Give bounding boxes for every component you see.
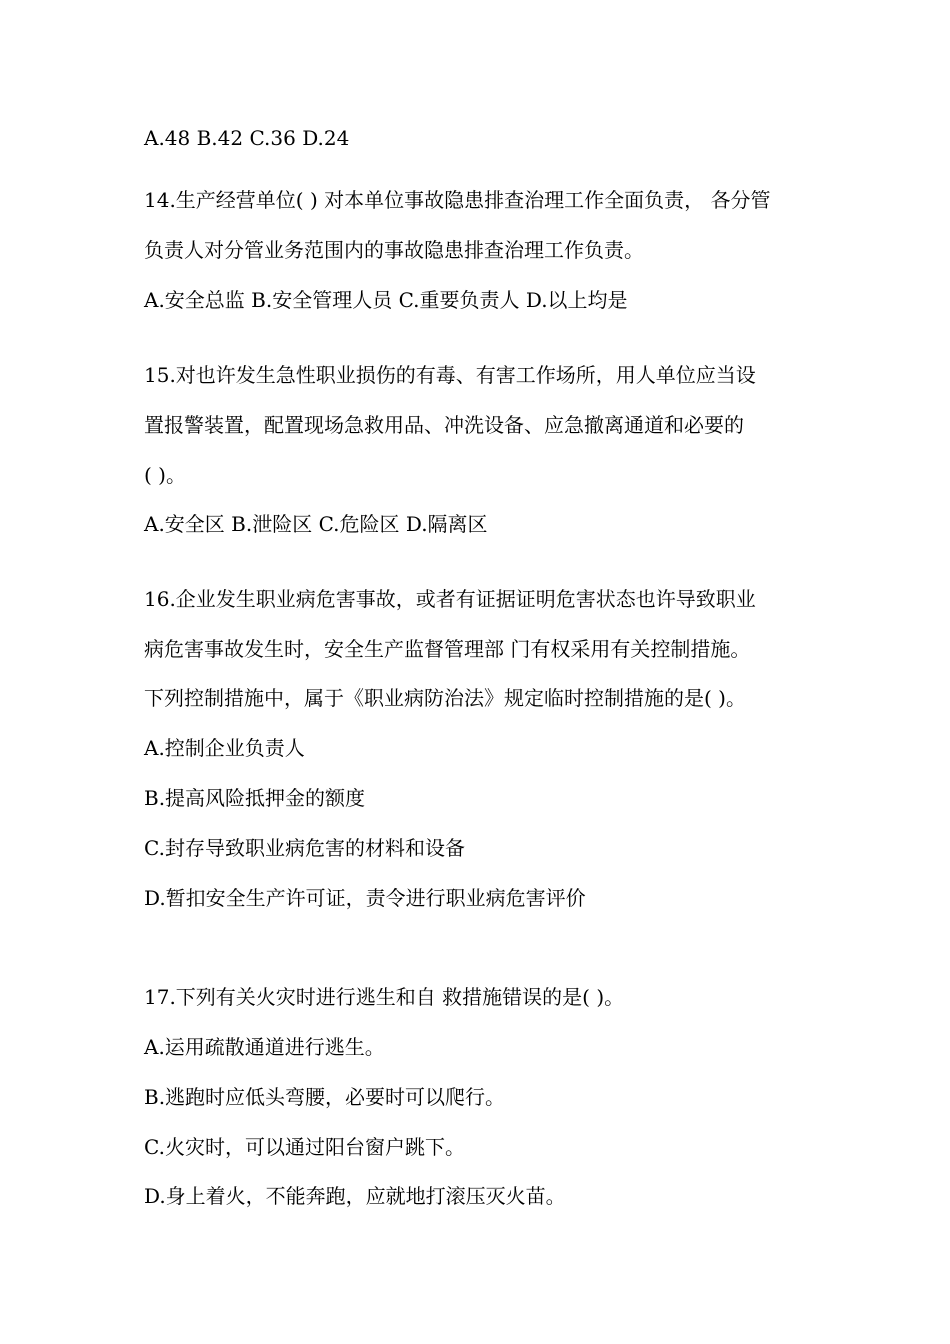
q14-options: A.安全总监 B.安全管理人员 C.重要负责人 D.以上均是 <box>144 288 628 312</box>
q17-stem-line-1: 17.下列有关火灾时进行逃生和自 救措施错误的是( )。 <box>144 985 625 1009</box>
q16-stem-line-2: 病危害事故发生时，安全生产监督管理部 门有权采用有关控制措施。 <box>144 637 751 661</box>
q15-stem-line-3: ( )。 <box>144 463 186 487</box>
q15-stem-line-2: 置报警装置，配置现场急救用品、冲洗设备、应急撤离通道和必要的 <box>144 413 744 437</box>
q17-option-b: B.逃跑时应低头弯腰，必要时可以爬行。 <box>144 1085 506 1109</box>
q14-stem-line-1: 14.生产经营单位( ) 对本单位事故隐患排查治理工作全面负责， 各分管 <box>144 188 771 212</box>
q15-options: A.安全区 B.泄险区 C.危险区 D.隔离区 <box>144 512 488 536</box>
q15-stem-line-1: 15.对也许发生急性职业损伤的有毒、有害工作场所，用人单位应当设 <box>144 363 756 387</box>
q16-stem-line-3: 下列控制措施中，属于《职业病防治法》规定临时控制措施的是( )。 <box>144 686 746 710</box>
q16-stem-line-1: 16.企业发生职业病危害事故，或者有证据证明危害状态也许导致职业 <box>144 587 756 611</box>
q16-option-b: B.提高风险抵押金的额度 <box>144 786 366 810</box>
q14-stem-line-2: 负责人对分管业务范围内的事故隐患排查治理工作负责。 <box>144 238 644 262</box>
q16-option-c: C.封存导致职业病危害的材料和设备 <box>144 836 465 860</box>
q17-option-a: A.运用疏散通道进行逃生。 <box>144 1035 385 1059</box>
q13-options: A.48 B.42 C.36 D.24 <box>144 126 350 150</box>
q16-option-d: D.暂扣安全生产许可证，责令进行职业病危害评价 <box>144 886 586 910</box>
q16-option-a: A.控制企业负责人 <box>144 736 305 760</box>
q17-option-d: D.身上着火，不能奔跑，应就地打滚压灭火苗。 <box>144 1184 566 1208</box>
q17-option-c: C.火灾时，可以通过阳台窗户跳下。 <box>144 1135 465 1159</box>
